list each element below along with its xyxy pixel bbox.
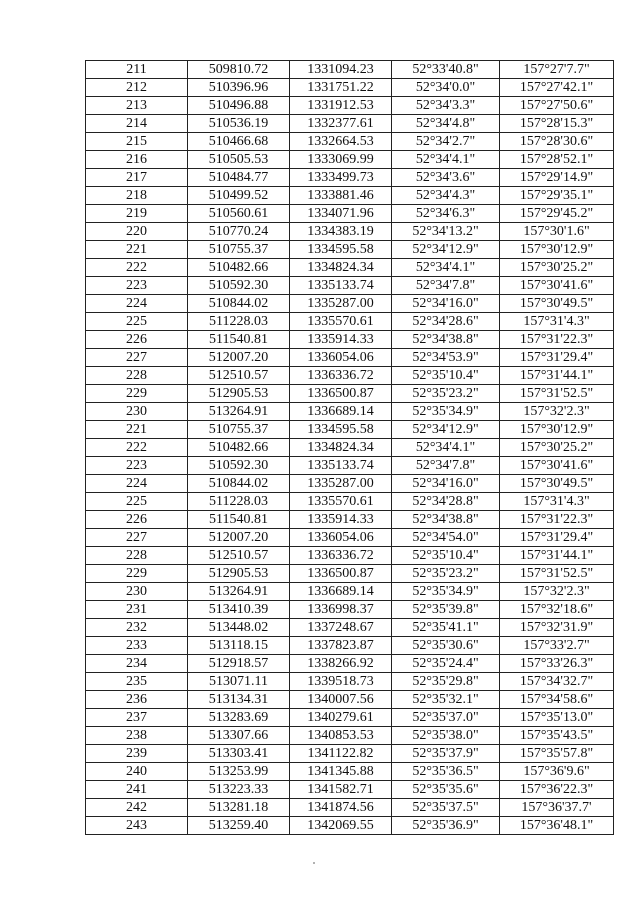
x-coordinate-cell: 510396.96 xyxy=(188,79,290,97)
latitude-cell: 52°34'3.3" xyxy=(392,97,500,115)
point-number-cell: 214 xyxy=(86,115,188,133)
longitude-cell: 157°30'41.6" xyxy=(500,457,614,475)
longitude-cell: 157°36'22.3" xyxy=(500,781,614,799)
longitude-cell: 157°31'44.1" xyxy=(500,367,614,385)
y-coordinate-cell: 1336998.37 xyxy=(290,601,392,619)
y-coordinate-cell: 1338266.92 xyxy=(290,655,392,673)
latitude-cell: 52°35'35.6" xyxy=(392,781,500,799)
table-row xyxy=(86,421,614,439)
longitude-cell: 157°30'25.2" xyxy=(500,259,614,277)
longitude-cell: 157°30'49.5" xyxy=(500,295,614,313)
x-coordinate-cell: 510496.88 xyxy=(188,97,290,115)
longitude-cell: 157°33'26.3" xyxy=(500,655,614,673)
y-coordinate-cell: 1335287.00 xyxy=(290,475,392,493)
longitude-cell: 157°33'2.7" xyxy=(500,637,614,655)
latitude-cell: 52°35'24.4" xyxy=(392,655,500,673)
y-coordinate-cell: 1334824.34 xyxy=(290,259,392,277)
table-row xyxy=(86,313,614,331)
table-row xyxy=(86,457,614,475)
point-number-cell: 224 xyxy=(86,475,188,493)
point-number-cell: 230 xyxy=(86,583,188,601)
latitude-cell: 52°34'4.1" xyxy=(392,439,500,457)
y-coordinate-cell: 1333881.46 xyxy=(290,187,392,205)
x-coordinate-cell: 513223.33 xyxy=(188,781,290,799)
longitude-cell: 157°28'30.6" xyxy=(500,133,614,151)
y-coordinate-cell: 1331912.53 xyxy=(290,97,392,115)
x-coordinate-cell: 513118.15 xyxy=(188,637,290,655)
point-number-cell: 232 xyxy=(86,619,188,637)
latitude-cell: 52°34'0.0" xyxy=(392,79,500,97)
x-coordinate-cell: 510482.66 xyxy=(188,439,290,457)
longitude-cell: 157°30'12.9" xyxy=(500,241,614,259)
latitude-cell: 52°35'36.9" xyxy=(392,817,500,835)
longitude-cell: 157°31'22.3" xyxy=(500,511,614,529)
y-coordinate-cell: 1337248.67 xyxy=(290,619,392,637)
longitude-cell: 157°29'35.1" xyxy=(500,187,614,205)
longitude-cell: 157°35'57.8" xyxy=(500,745,614,763)
y-coordinate-cell: 1334071.96 xyxy=(290,205,392,223)
table-row xyxy=(86,511,614,529)
longitude-cell: 157°36'48.1" xyxy=(500,817,614,835)
latitude-cell: 52°35'38.0" xyxy=(392,727,500,745)
longitude-cell: 157°31'44.1" xyxy=(500,547,614,565)
y-coordinate-cell: 1335914.33 xyxy=(290,511,392,529)
table-row xyxy=(86,97,614,115)
longitude-cell: 157°32'2.3" xyxy=(500,403,614,421)
latitude-cell: 52°34'4.3" xyxy=(392,187,500,205)
y-coordinate-cell: 1334383.19 xyxy=(290,223,392,241)
y-coordinate-cell: 1336054.06 xyxy=(290,349,392,367)
x-coordinate-cell: 510466.68 xyxy=(188,133,290,151)
y-coordinate-cell: 1336500.87 xyxy=(290,385,392,403)
x-coordinate-cell: 510592.30 xyxy=(188,457,290,475)
table-row xyxy=(86,673,614,691)
table-row xyxy=(86,655,614,673)
x-coordinate-cell: 512007.20 xyxy=(188,529,290,547)
latitude-cell: 52°35'23.2" xyxy=(392,565,500,583)
x-coordinate-cell: 513134.31 xyxy=(188,691,290,709)
x-coordinate-cell: 512510.57 xyxy=(188,367,290,385)
y-coordinate-cell: 1334595.58 xyxy=(290,421,392,439)
point-number-cell: 216 xyxy=(86,151,188,169)
table-row xyxy=(86,133,614,151)
point-number-cell: 239 xyxy=(86,745,188,763)
y-coordinate-cell: 1332377.61 xyxy=(290,115,392,133)
y-coordinate-cell: 1340853.53 xyxy=(290,727,392,745)
latitude-cell: 52°34'12.9" xyxy=(392,241,500,259)
y-coordinate-cell: 1336054.06 xyxy=(290,529,392,547)
longitude-cell: 157°31'4.3" xyxy=(500,493,614,511)
y-coordinate-cell: 1336336.72 xyxy=(290,547,392,565)
point-number-cell: 231 xyxy=(86,601,188,619)
latitude-cell: 52°35'36.5" xyxy=(392,763,500,781)
y-coordinate-cell: 1335914.33 xyxy=(290,331,392,349)
y-coordinate-cell: 1341874.56 xyxy=(290,799,392,817)
x-coordinate-cell: 513303.41 xyxy=(188,745,290,763)
x-coordinate-cell: 512510.57 xyxy=(188,547,290,565)
point-number-cell: 215 xyxy=(86,133,188,151)
longitude-cell: 157°28'15.3" xyxy=(500,115,614,133)
table-row xyxy=(86,817,614,835)
point-number-cell: 233 xyxy=(86,637,188,655)
x-coordinate-cell: 513307.66 xyxy=(188,727,290,745)
table-row xyxy=(86,151,614,169)
scan-speck xyxy=(313,862,315,864)
table-row xyxy=(86,349,614,367)
x-coordinate-cell: 513071.11 xyxy=(188,673,290,691)
latitude-cell: 52°34'38.8" xyxy=(392,511,500,529)
y-coordinate-cell: 1334595.58 xyxy=(290,241,392,259)
y-coordinate-cell: 1333499.73 xyxy=(290,169,392,187)
x-coordinate-cell: 513281.18 xyxy=(188,799,290,817)
y-coordinate-cell: 1342069.55 xyxy=(290,817,392,835)
table-row xyxy=(86,691,614,709)
latitude-cell: 52°35'29.8" xyxy=(392,673,500,691)
point-number-cell: 221 xyxy=(86,421,188,439)
table-row xyxy=(86,259,614,277)
longitude-cell: 157°32'31.9" xyxy=(500,619,614,637)
y-coordinate-cell: 1332664.53 xyxy=(290,133,392,151)
point-number-cell: 225 xyxy=(86,313,188,331)
latitude-cell: 52°34'28.6" xyxy=(392,313,500,331)
x-coordinate-cell: 510482.66 xyxy=(188,259,290,277)
table-row xyxy=(86,403,614,421)
latitude-cell: 52°35'34.9" xyxy=(392,583,500,601)
point-number-cell: 228 xyxy=(86,547,188,565)
latitude-cell: 52°34'3.6" xyxy=(392,169,500,187)
latitude-cell: 52°35'10.4" xyxy=(392,367,500,385)
point-number-cell: 234 xyxy=(86,655,188,673)
latitude-cell: 52°35'39.8" xyxy=(392,601,500,619)
y-coordinate-cell: 1341582.71 xyxy=(290,781,392,799)
point-number-cell: 211 xyxy=(86,61,188,79)
longitude-cell: 157°27'42.1" xyxy=(500,79,614,97)
x-coordinate-cell: 512905.53 xyxy=(188,385,290,403)
y-coordinate-cell: 1336500.87 xyxy=(290,565,392,583)
coordinates-table-body xyxy=(86,61,614,835)
point-number-cell: 236 xyxy=(86,691,188,709)
point-number-cell: 226 xyxy=(86,331,188,349)
longitude-cell: 157°36'9.6" xyxy=(500,763,614,781)
point-number-cell: 227 xyxy=(86,349,188,367)
longitude-cell: 157°30'25.2" xyxy=(500,439,614,457)
point-number-cell: 222 xyxy=(86,259,188,277)
longitude-cell: 157°34'32.7" xyxy=(500,673,614,691)
table-row xyxy=(86,601,614,619)
longitude-cell: 157°32'18.6" xyxy=(500,601,614,619)
longitude-cell: 157°35'43.5" xyxy=(500,727,614,745)
longitude-cell: 157°29'14.9" xyxy=(500,169,614,187)
latitude-cell: 52°34'38.8" xyxy=(392,331,500,349)
longitude-cell: 157°30'1.6" xyxy=(500,223,614,241)
point-number-cell: 227 xyxy=(86,529,188,547)
x-coordinate-cell: 510844.02 xyxy=(188,475,290,493)
table-row xyxy=(86,439,614,457)
point-number-cell: 225 xyxy=(86,493,188,511)
point-number-cell: 238 xyxy=(86,727,188,745)
table-row xyxy=(86,241,614,259)
longitude-cell: 157°30'41.6" xyxy=(500,277,614,295)
y-coordinate-cell: 1331751.22 xyxy=(290,79,392,97)
latitude-cell: 52°34'4.1" xyxy=(392,259,500,277)
latitude-cell: 52°34'54.0" xyxy=(392,529,500,547)
x-coordinate-cell: 510560.61 xyxy=(188,205,290,223)
y-coordinate-cell: 1337823.87 xyxy=(290,637,392,655)
point-number-cell: 219 xyxy=(86,205,188,223)
latitude-cell: 52°34'7.8" xyxy=(392,457,500,475)
x-coordinate-cell: 510844.02 xyxy=(188,295,290,313)
table-row xyxy=(86,205,614,223)
table-row xyxy=(86,367,614,385)
point-number-cell: 229 xyxy=(86,385,188,403)
latitude-cell: 52°35'41.1" xyxy=(392,619,500,637)
point-number-cell: 241 xyxy=(86,781,188,799)
point-number-cell: 212 xyxy=(86,79,188,97)
point-number-cell: 224 xyxy=(86,295,188,313)
x-coordinate-cell: 512007.20 xyxy=(188,349,290,367)
latitude-cell: 52°34'12.9" xyxy=(392,421,500,439)
x-coordinate-cell: 510755.37 xyxy=(188,241,290,259)
longitude-cell: 157°32'2.3" xyxy=(500,583,614,601)
table-row xyxy=(86,295,614,313)
latitude-cell: 52°34'16.0" xyxy=(392,295,500,313)
y-coordinate-cell: 1341345.88 xyxy=(290,763,392,781)
point-number-cell: 226 xyxy=(86,511,188,529)
point-number-cell: 223 xyxy=(86,457,188,475)
point-number-cell: 217 xyxy=(86,169,188,187)
x-coordinate-cell: 513264.91 xyxy=(188,403,290,421)
x-coordinate-cell: 510499.52 xyxy=(188,187,290,205)
point-number-cell: 221 xyxy=(86,241,188,259)
longitude-cell: 157°31'52.5" xyxy=(500,385,614,403)
point-number-cell: 230 xyxy=(86,403,188,421)
y-coordinate-cell: 1340279.61 xyxy=(290,709,392,727)
point-number-cell: 213 xyxy=(86,97,188,115)
x-coordinate-cell: 510484.77 xyxy=(188,169,290,187)
x-coordinate-cell: 513410.39 xyxy=(188,601,290,619)
point-number-cell: 223 xyxy=(86,277,188,295)
y-coordinate-cell: 1339518.73 xyxy=(290,673,392,691)
y-coordinate-cell: 1340007.56 xyxy=(290,691,392,709)
table-row xyxy=(86,745,614,763)
x-coordinate-cell: 509810.72 xyxy=(188,61,290,79)
latitude-cell: 52°35'34.9" xyxy=(392,403,500,421)
y-coordinate-cell: 1334824.34 xyxy=(290,439,392,457)
longitude-cell: 157°31'22.3" xyxy=(500,331,614,349)
latitude-cell: 52°35'30.6" xyxy=(392,637,500,655)
longitude-cell: 157°29'45.2" xyxy=(500,205,614,223)
table-row xyxy=(86,799,614,817)
longitude-cell: 157°31'4.3" xyxy=(500,313,614,331)
table-row xyxy=(86,169,614,187)
x-coordinate-cell: 511228.03 xyxy=(188,313,290,331)
x-coordinate-cell: 512918.57 xyxy=(188,655,290,673)
longitude-cell: 157°30'12.9" xyxy=(500,421,614,439)
table-row xyxy=(86,781,614,799)
latitude-cell: 52°34'13.2" xyxy=(392,223,500,241)
longitude-cell: 157°31'52.5" xyxy=(500,565,614,583)
longitude-cell: 157°35'13.0" xyxy=(500,709,614,727)
latitude-cell: 52°35'23.2" xyxy=(392,385,500,403)
latitude-cell: 52°35'37.0" xyxy=(392,709,500,727)
table-row xyxy=(86,331,614,349)
point-number-cell: 228 xyxy=(86,367,188,385)
y-coordinate-cell: 1335287.00 xyxy=(290,295,392,313)
table-row xyxy=(86,493,614,511)
y-coordinate-cell: 1336689.14 xyxy=(290,403,392,421)
latitude-cell: 52°34'16.0" xyxy=(392,475,500,493)
x-coordinate-cell: 510536.19 xyxy=(188,115,290,133)
y-coordinate-cell: 1331094.23 xyxy=(290,61,392,79)
x-coordinate-cell: 512905.53 xyxy=(188,565,290,583)
point-number-cell: 218 xyxy=(86,187,188,205)
latitude-cell: 52°35'10.4" xyxy=(392,547,500,565)
longitude-cell: 157°34'58.6" xyxy=(500,691,614,709)
table-row xyxy=(86,547,614,565)
table-row xyxy=(86,727,614,745)
longitude-cell: 157°31'29.4" xyxy=(500,529,614,547)
table-row xyxy=(86,61,614,79)
x-coordinate-cell: 511540.81 xyxy=(188,511,290,529)
y-coordinate-cell: 1335570.61 xyxy=(290,313,392,331)
point-number-cell: 242 xyxy=(86,799,188,817)
y-coordinate-cell: 1335133.74 xyxy=(290,457,392,475)
latitude-cell: 52°34'7.8" xyxy=(392,277,500,295)
point-number-cell: 220 xyxy=(86,223,188,241)
point-number-cell: 237 xyxy=(86,709,188,727)
point-number-cell: 222 xyxy=(86,439,188,457)
table-row xyxy=(86,187,614,205)
longitude-cell: 157°30'49.5" xyxy=(500,475,614,493)
table-row xyxy=(86,385,614,403)
table-row xyxy=(86,223,614,241)
latitude-cell: 52°34'4.8" xyxy=(392,115,500,133)
y-coordinate-cell: 1335133.74 xyxy=(290,277,392,295)
longitude-cell: 157°28'52.1" xyxy=(500,151,614,169)
table-row xyxy=(86,529,614,547)
y-coordinate-cell: 1335570.61 xyxy=(290,493,392,511)
table-row xyxy=(86,565,614,583)
latitude-cell: 52°35'37.5" xyxy=(392,799,500,817)
longitude-cell: 157°27'7.7" xyxy=(500,61,614,79)
x-coordinate-cell: 513264.91 xyxy=(188,583,290,601)
table-row xyxy=(86,763,614,781)
y-coordinate-cell: 1333069.99 xyxy=(290,151,392,169)
latitude-cell: 52°34'4.1" xyxy=(392,151,500,169)
table-row xyxy=(86,277,614,295)
x-coordinate-cell: 513253.99 xyxy=(188,763,290,781)
latitude-cell: 52°35'32.1" xyxy=(392,691,500,709)
y-coordinate-cell: 1336336.72 xyxy=(290,367,392,385)
table-row xyxy=(86,709,614,727)
latitude-cell: 52°34'53.9" xyxy=(392,349,500,367)
x-coordinate-cell: 510592.30 xyxy=(188,277,290,295)
latitude-cell: 52°33'40.8" xyxy=(392,61,500,79)
table-row xyxy=(86,637,614,655)
y-coordinate-cell: 1341122.82 xyxy=(290,745,392,763)
latitude-cell: 52°34'6.3" xyxy=(392,205,500,223)
x-coordinate-cell: 513448.02 xyxy=(188,619,290,637)
longitude-cell: 157°36'37.7' xyxy=(500,799,614,817)
coordinates-table xyxy=(85,60,614,835)
y-coordinate-cell: 1336689.14 xyxy=(290,583,392,601)
x-coordinate-cell: 510770.24 xyxy=(188,223,290,241)
x-coordinate-cell: 513259.40 xyxy=(188,817,290,835)
longitude-cell: 157°27'50.6" xyxy=(500,97,614,115)
x-coordinate-cell: 510505.53 xyxy=(188,151,290,169)
x-coordinate-cell: 511228.03 xyxy=(188,493,290,511)
point-number-cell: 229 xyxy=(86,565,188,583)
x-coordinate-cell: 511540.81 xyxy=(188,331,290,349)
table-row xyxy=(86,583,614,601)
table-row xyxy=(86,79,614,97)
x-coordinate-cell: 513283.69 xyxy=(188,709,290,727)
point-number-cell: 235 xyxy=(86,673,188,691)
point-number-cell: 240 xyxy=(86,763,188,781)
table-row xyxy=(86,619,614,637)
latitude-cell: 52°34'28.8" xyxy=(392,493,500,511)
longitude-cell: 157°31'29.4" xyxy=(500,349,614,367)
latitude-cell: 52°35'37.9" xyxy=(392,745,500,763)
table-row xyxy=(86,115,614,133)
point-number-cell: 243 xyxy=(86,817,188,835)
x-coordinate-cell: 510755.37 xyxy=(188,421,290,439)
table-row xyxy=(86,475,614,493)
latitude-cell: 52°34'2.7" xyxy=(392,133,500,151)
